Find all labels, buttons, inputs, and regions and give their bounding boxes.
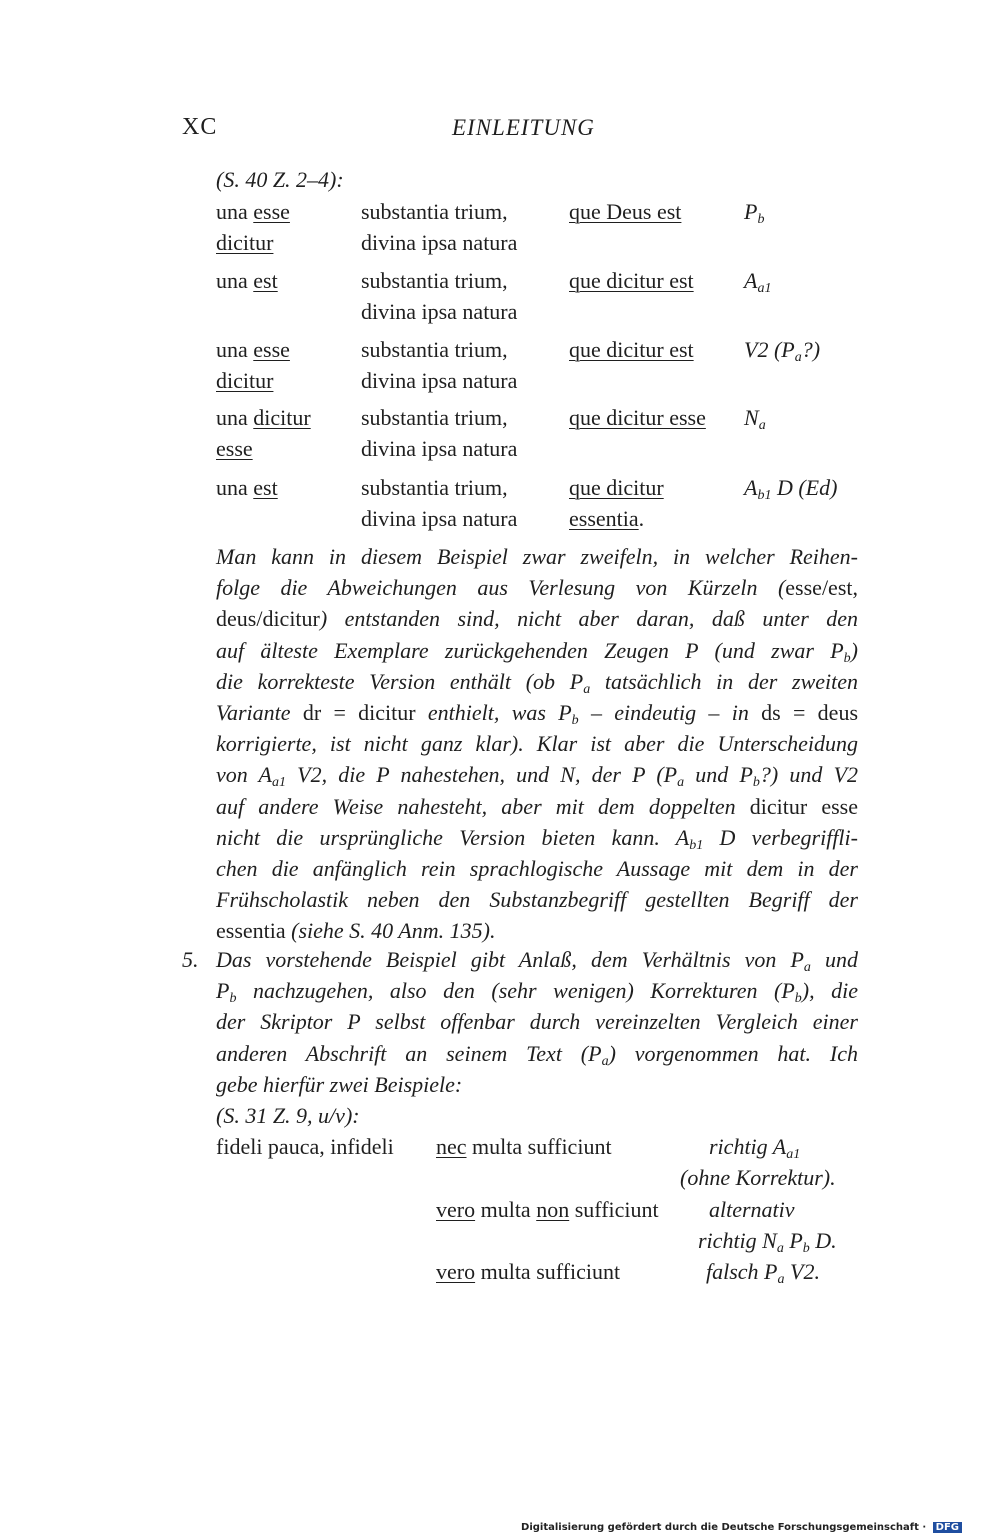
commentary-line: Man kann in diesem Beispiel zwar zweifeln, in welcher Reihen- [216,544,858,569]
row-1-col-2: substantia trium, [361,199,508,224]
running-title: EINLEITUNG [452,115,595,140]
commentary-paragraph [216,541,858,946]
page-number: XC [182,114,218,140]
row-2-col-3: que dicitur est [569,268,694,293]
dfg-logo: DFG [933,1522,962,1533]
row-5-col-1: una est [216,475,278,500]
row-4-col-2-line-2: divina ipsa natura [361,436,518,461]
commentary-line: Frühscholastik neben den Substanzbegriff gestellten Begriff der [216,887,858,913]
row-1-col-1-line-2: dicitur [216,230,274,255]
commentary-line: nicht die ursprüngliche Version bieten kann. $A_{b1}$ D verbegriffli- [216,824,858,853]
row-1-col-3: que Deus est [569,199,682,224]
row-4-col-3: que dicitur esse [569,405,706,430]
example-2-note-3: falsch $P_a$ V2. [706,1259,820,1287]
row-3-col-2-line-2: divina ipsa natura [361,368,518,393]
row-1-col-1: una esse [216,199,290,224]
commentary-line: deus/dicitur) entstanden sind, nicht aber daran, daß unter den [216,606,858,632]
list-item-5-line: der Skriptor P selbst offenbar durch vereinzelten Vergleich einer [216,1009,858,1035]
commentary-line: korrigierte, ist nicht ganz klar). Klar ist aber die Unterscheidung [216,731,858,757]
list-item-5-line: anderen Abschrift an seinem Text $(P_a)$ vorgenommen hat. Ich [216,1040,858,1069]
row-1-siglum: $P_b$ [744,199,765,227]
row-4-col-1: una dicitur [216,405,311,430]
example-2-note-2: alternativ [709,1197,795,1222]
example-2-note-1b: (ohne Korrektur). [680,1165,836,1190]
row-4-col-1-line-2: esse [216,436,253,461]
row-4-col-2: substantia trium, [361,405,508,430]
list-item-5-line: gebe hierfür zwei Beispiele: [216,1071,463,1097]
row-3-siglum: V2 $(P_a?)$ [744,337,821,365]
row-3-col-3: que dicitur est [569,337,694,362]
variant-1-underlined: nec [436,1134,467,1159]
commentary-line: die korrekteste Version enthält (ob $P_a$ tatsächlich in der zweiten [216,668,858,697]
row-5-col-2: substantia trium, [361,475,508,500]
commentary-line: essentia (siehe S. 40 Anm. 135). [216,918,496,944]
example-1-reference: (S. 40 Z. 2–4): [216,167,344,192]
variant-1-rest: multa sufficiunt [466,1134,612,1159]
example-2-variant-3: vero multa sufficiunt [436,1259,621,1284]
commentary-line: Variante dr = dicitur enthielt, was $P_b$ – eindeutig – in ds = deus [216,699,859,728]
example-2-variant-2: vero multa non sufficiunt [436,1197,659,1222]
list-item-number: 5. [182,947,199,972]
row-1-col-2-line-2: divina ipsa natura [361,230,518,255]
commentary-line: folge die Abweichungen aus Verlesung von Kürzeln (esse/est, [216,575,858,601]
row-3-col-1-line-2: dicitur [216,368,274,393]
row-5-col-3: que dicitur [569,475,664,500]
list-item-5-line: Das vorstehende Beispiel gibt Anlaß, dem Verhältnis von $P_a$ und [216,947,858,975]
row-2-col-2-line-2: divina ipsa natura [361,299,518,324]
example-2-note-2b: richtig $N_a$ $P_b$ D. [698,1228,837,1256]
commentary-line: von $A_{a1}$ V2, die P nahestehen, und N, der P ($P_a$ und $P_b$?) und V2 [216,762,859,791]
row-2-col-2: substantia trium, [361,268,508,293]
row-2-siglum: $A_{a1}$ [744,268,772,296]
row-2-col-1: una est [216,268,278,293]
commentary-line: chen die anfänglich rein sprachlogische Aussage mit dem in der [216,855,858,881]
example-2-variant-1 [436,1131,612,1162]
commentary-line: auf andere Weise nahesteht, aber mit dem doppelten dicitur esse [216,793,858,819]
example-2-note-1: richtig $A_{a1}$ [709,1134,801,1162]
row-5-siglum: $A_{b1}$ D (Ed) [744,475,838,503]
row-5-col-2-line-2: divina ipsa natura [361,506,518,531]
row-4-siglum: $N_a$ [744,405,766,433]
row-3-col-1: una esse [216,337,290,362]
row-5-col-3-line-2: essentia. [569,506,645,531]
commentary-line: auf älteste Exemplare zurückgehenden Zeugen P (und zwar $P_b$) [216,637,858,666]
example-2-lead: fideli pauca, infideli [216,1134,394,1159]
list-item-5-line: $P_b$ nachzugehen, also den (sehr wenigen) Korrekturen $(P_b)$, die [216,978,859,1007]
digitization-footer: Digitalisierung gefördert durch die Deutsche Forschungsgemeinschaft · DFG [521,1522,962,1533]
row-3-col-2: substantia trium, [361,337,508,362]
example-2-reference: (S. 31 Z. 9, u/v): [216,1103,360,1128]
list-item-5-text [216,944,858,1100]
